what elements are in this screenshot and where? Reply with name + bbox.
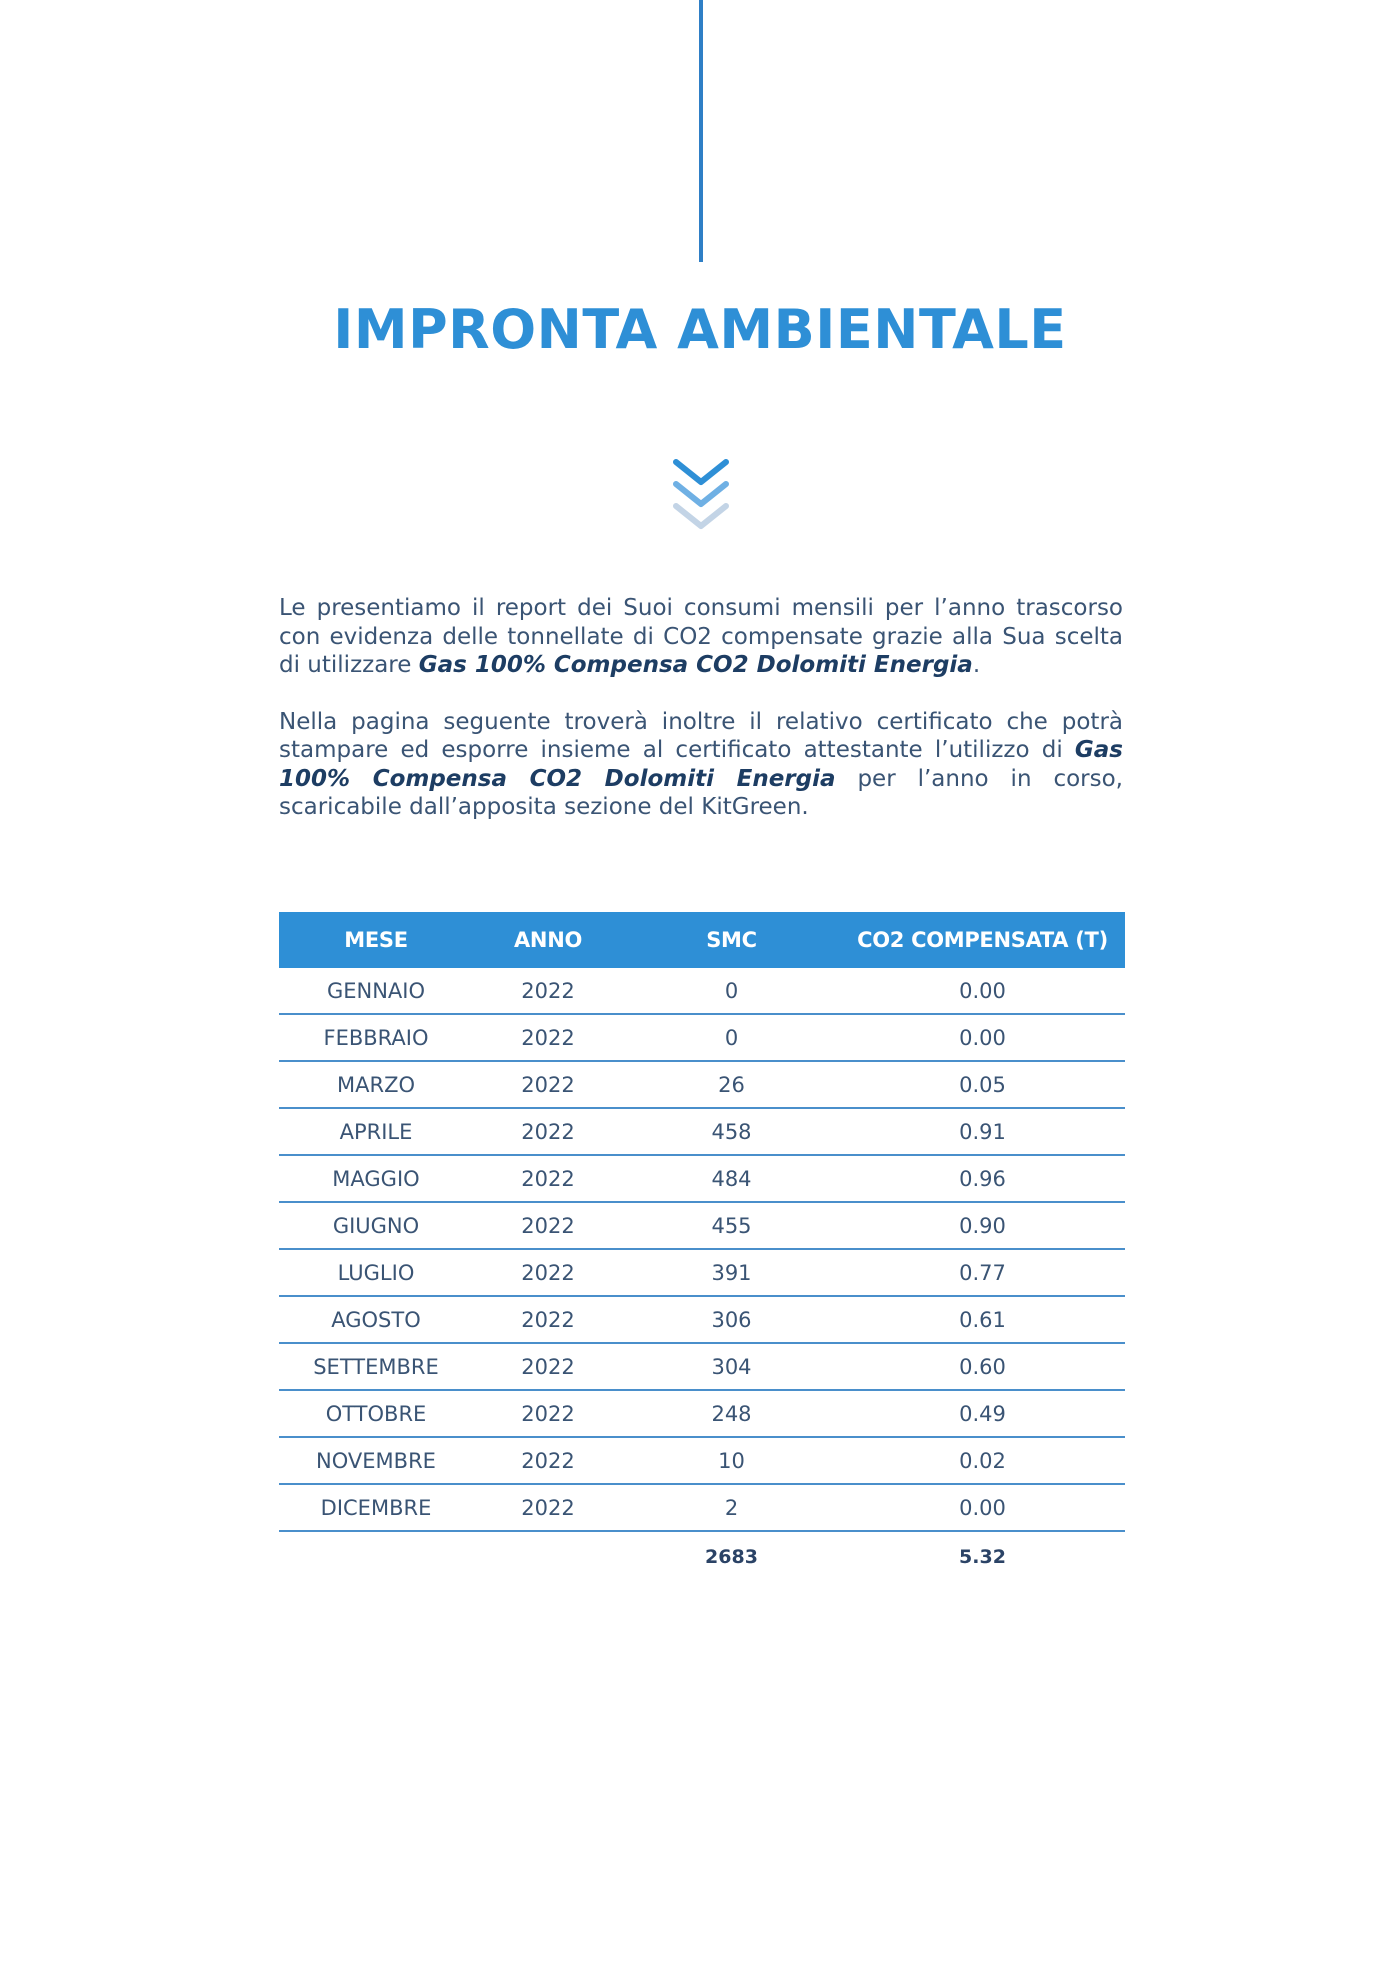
cell-co2: 0.05 xyxy=(840,1061,1125,1108)
intro-paragraph-1 xyxy=(279,594,1123,680)
cell-co2: 0.02 xyxy=(840,1437,1125,1484)
cell-anno: 2022 xyxy=(473,1437,623,1484)
cell-smc: 10 xyxy=(623,1437,840,1484)
table-row xyxy=(279,1108,1125,1155)
totals-empty-cell xyxy=(473,1531,623,1582)
table-row xyxy=(279,968,1125,1014)
cell-co2: 0.49 xyxy=(840,1390,1125,1437)
cell-anno: 2022 xyxy=(473,1108,623,1155)
cell-mese: MARZO xyxy=(279,1061,473,1108)
total-smc: 2683 xyxy=(705,1546,758,1568)
totals-empty-cell xyxy=(279,1531,473,1582)
cell-mese: SETTEMBRE xyxy=(279,1343,473,1390)
cell-anno: 2022 xyxy=(473,1296,623,1343)
totals-row xyxy=(279,1531,1125,1582)
cell-smc: 26 xyxy=(623,1061,840,1108)
table-row xyxy=(279,1437,1125,1484)
intro-p2-end: per l’anno in corso, scaricabile dall’apposita sezione del KitGreen. xyxy=(279,765,1123,820)
cell-mese: GENNAIO xyxy=(279,968,473,1014)
table-row xyxy=(279,1296,1125,1343)
cell-smc: 306 xyxy=(623,1296,840,1343)
table-row xyxy=(279,1390,1125,1437)
column-header-anno: ANNO xyxy=(473,912,623,968)
cell-anno: 2022 xyxy=(473,1390,623,1437)
total-co2: 5.32 xyxy=(959,1546,1006,1568)
cell-co2: 0.96 xyxy=(840,1155,1125,1202)
cell-co2: 0.90 xyxy=(840,1202,1125,1249)
cell-co2: 0.91 xyxy=(840,1108,1125,1155)
page-title: IMPRONTA AMBIENTALE xyxy=(333,298,1067,361)
cell-mese: LUGLIO xyxy=(279,1249,473,1296)
table-row xyxy=(279,1343,1125,1390)
cell-mese: AGOSTO xyxy=(279,1296,473,1343)
cell-co2: 0.77 xyxy=(840,1249,1125,1296)
cell-smc: 455 xyxy=(623,1202,840,1249)
cell-mese: APRILE xyxy=(279,1108,473,1155)
table-header-row xyxy=(279,912,1125,968)
cell-anno: 2022 xyxy=(473,1014,623,1061)
cell-mese: GIUGNO xyxy=(279,1202,473,1249)
cell-smc: 248 xyxy=(623,1390,840,1437)
cell-co2: 0.00 xyxy=(840,1484,1125,1531)
cell-co2: 0.60 xyxy=(840,1343,1125,1390)
cell-smc: 391 xyxy=(623,1249,840,1296)
intro-p2-text: Nella pagina seguente troverà inoltre il relativo certificato che potrà stampare ed esporre insieme al certificato attestante l’utilizzo di xyxy=(279,708,1123,763)
table-row xyxy=(279,1484,1125,1531)
intro-p1-text: Le presentiamo il report dei Suoi consumi mensili per l’anno trascorso con evidenza delle tonnellate di CO2 compensate grazie alla Sua scelta di utilizzare xyxy=(279,595,1123,678)
cell-anno: 2022 xyxy=(473,1343,623,1390)
intro-p1-end: . xyxy=(972,652,981,678)
column-header-mese: MESE xyxy=(279,912,473,968)
column-header-smc: SMC xyxy=(623,912,840,968)
cell-co2: 0.00 xyxy=(840,1014,1125,1061)
brand-name: Gas 100% Compensa CO2 Dolomiti Energia xyxy=(279,737,1123,792)
triple-chevron-down-icon xyxy=(672,458,730,536)
table-row xyxy=(279,1249,1125,1296)
intro-paragraph-2 xyxy=(279,708,1123,822)
cell-smc: 304 xyxy=(623,1343,840,1390)
cell-smc: 0 xyxy=(623,968,840,1014)
cell-smc: 2 xyxy=(623,1484,840,1531)
table-row xyxy=(279,1155,1125,1202)
consumption-table xyxy=(279,912,1125,1582)
cell-anno: 2022 xyxy=(473,1484,623,1531)
table-body xyxy=(279,968,1125,1531)
brand-name: Gas 100% Compensa CO2 Dolomiti Energia xyxy=(418,652,973,678)
cell-mese: NOVEMBRE xyxy=(279,1437,473,1484)
cell-anno: 2022 xyxy=(473,1202,623,1249)
cell-smc: 484 xyxy=(623,1155,840,1202)
cell-mese: OTTOBRE xyxy=(279,1390,473,1437)
intro-text xyxy=(279,594,1123,850)
cell-mese: MAGGIO xyxy=(279,1155,473,1202)
table-row xyxy=(279,1202,1125,1249)
table-row xyxy=(279,1014,1125,1061)
cell-anno: 2022 xyxy=(473,1061,623,1108)
cell-anno: 2022 xyxy=(473,968,623,1014)
cell-smc: 0 xyxy=(623,1014,840,1061)
cell-mese: DICEMBRE xyxy=(279,1484,473,1531)
top-divider-line xyxy=(699,0,703,262)
table-row xyxy=(279,1061,1125,1108)
cell-anno: 2022 xyxy=(473,1155,623,1202)
cell-mese: FEBBRAIO xyxy=(279,1014,473,1061)
cell-co2: 0.61 xyxy=(840,1296,1125,1343)
cell-smc: 458 xyxy=(623,1108,840,1155)
column-header-co2: CO2 COMPENSATA (T) xyxy=(840,912,1125,968)
cell-anno: 2022 xyxy=(473,1249,623,1296)
cell-co2: 0.00 xyxy=(840,968,1125,1014)
